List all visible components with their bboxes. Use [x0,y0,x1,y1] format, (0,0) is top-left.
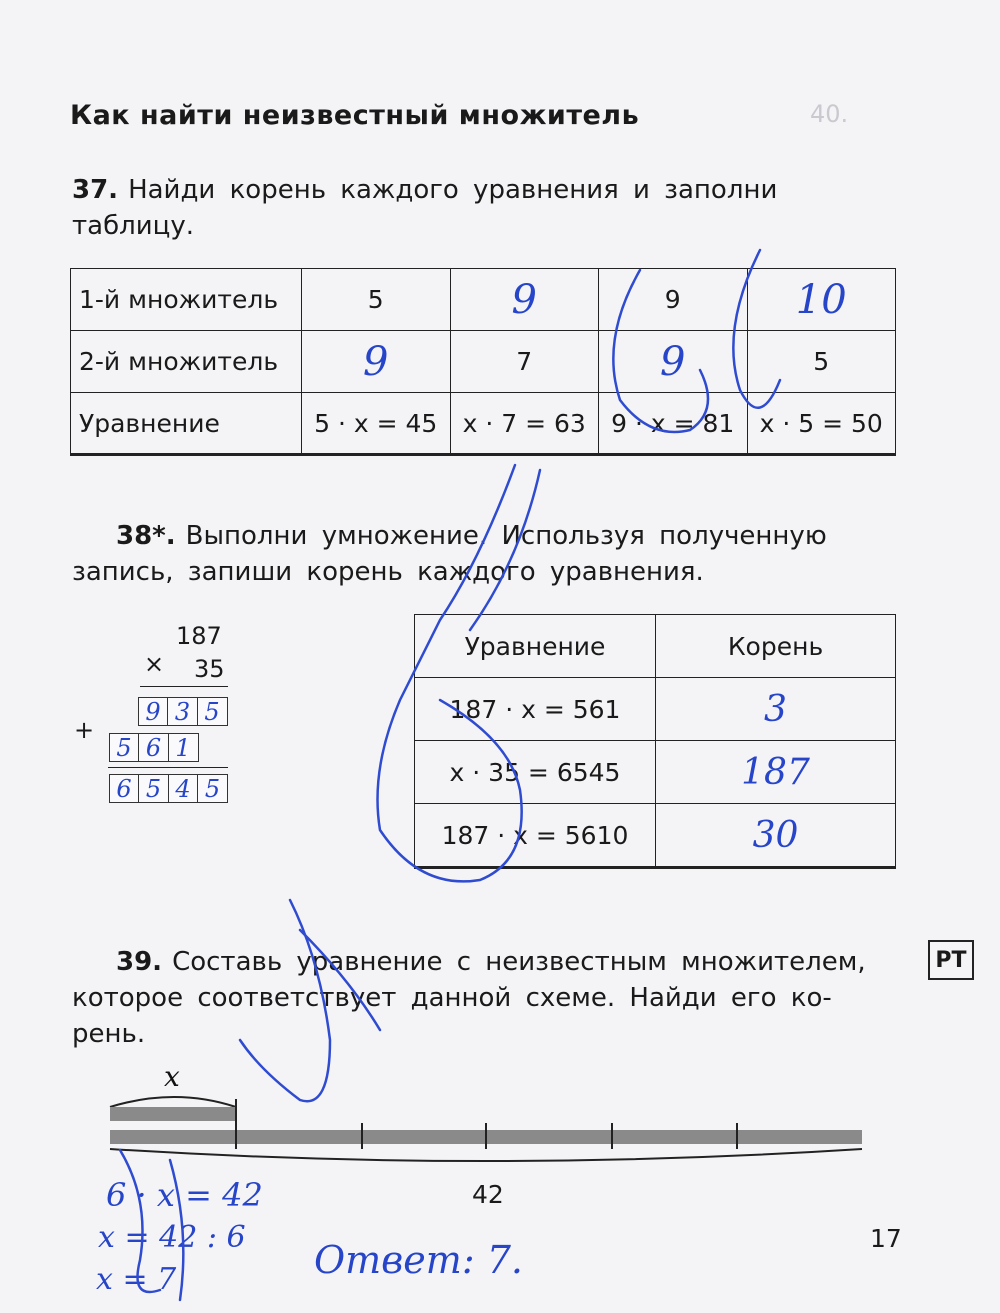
equation-cell: x · 35 = 6545 [415,741,656,804]
row-label: 2-й множитель [71,331,302,393]
digit-cell[interactable]: 4 [168,774,199,803]
task37-line1: Найди корень каждого уравнения и заполни [128,175,778,205]
task39-line2: которое соответствует данной схеме. Найди его ко- [72,983,832,1013]
multiplier: 35 [194,655,225,683]
row-label: 1-й множитель [71,269,302,331]
plus-sign: + [74,716,95,744]
handwritten-root: 187 [741,751,810,793]
digit-cell[interactable]: 5 [197,697,228,726]
task39-line1: Составь уравнение с неизвестным множителем, [172,947,866,977]
handwritten-step: x = 7 [96,1262,177,1297]
table-cell: 5 [302,269,451,331]
equation-cell: 187 · x = 561 [415,678,656,741]
column-header: Уравнение [415,615,656,678]
digit-cell[interactable]: 1 [168,733,199,762]
task38-number: 38*. [116,521,176,551]
row-label: Уравнение [71,393,302,455]
digit-cell[interactable]: 6 [138,733,169,762]
handwritten-root: 3 [764,688,787,730]
total-label: 42 [472,1180,504,1209]
table-cell: 9 [599,269,748,331]
digit-cell[interactable]: 6 [109,774,140,803]
handwritten-answer: 10 [795,276,847,323]
digit-cell[interactable]: 5 [109,733,140,762]
equation-cell: x · 7 = 63 [450,393,599,455]
handwritten-step: x = 42 : 6 [98,1220,246,1255]
task39-number: 39. [116,947,163,977]
times-sign: × [144,650,165,678]
handwritten-answer: 9 [363,338,389,385]
handwritten-root: 30 [752,814,799,856]
task39-line3: рень. [72,1019,146,1049]
equation-cell: 5 · x = 45 [302,393,451,455]
handwritten-answer: 9 [660,338,686,385]
digit-cell[interactable]: 9 [138,697,169,726]
segment-label-x: x [164,1060,180,1093]
table-cell: 7 [450,331,599,393]
bleed-through-text: 40. [810,100,849,128]
digit-cell[interactable]: 3 [167,697,198,726]
workbook-badge: РТ [928,940,974,980]
digit-cell[interactable]: 5 [197,774,228,803]
section-heading: Как найти неизвестный множитель [70,100,640,131]
handwritten-answer: 9 [511,276,537,323]
equation-cell: x · 5 = 50 [747,393,896,455]
task37-line2: таблицу. [72,211,194,241]
task37-number: 37. [72,175,119,205]
multiplicand: 187 [176,622,222,650]
handwritten-equation: 6 · x = 42 [106,1176,263,1214]
equation-cell: 187 · x = 5610 [415,804,656,868]
digit-cell[interactable]: 5 [138,774,169,803]
task38-line2: запись, запиши корень каждого уравнения. [72,557,704,587]
column-header: Корень [656,615,896,678]
table-cell: 5 [747,331,896,393]
handwritten-answer-line: Ответ: 7. [314,1238,523,1282]
task38-line1: Выполни умножение. Используя полученную [185,521,827,551]
equation-cell: 9 · x = 81 [599,393,748,455]
page-number: 17 [870,1224,902,1253]
